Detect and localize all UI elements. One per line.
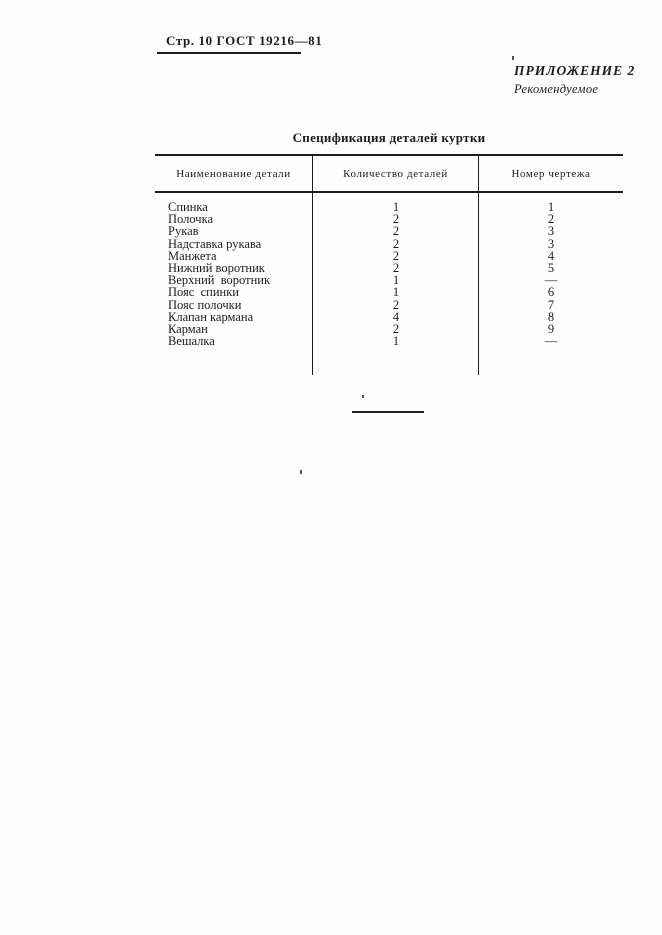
table-row: [155, 225, 623, 237]
column-header-name: Наименование детали: [155, 156, 313, 191]
cell-detail-name: Надставка рукава: [168, 236, 262, 251]
cell-quantity: 1: [392, 273, 400, 288]
table-header-row: [155, 154, 623, 193]
table-row: [155, 238, 623, 250]
table-row: [155, 286, 623, 298]
cell-drawing-number: 7: [547, 297, 555, 312]
cell-quantity: 2: [392, 260, 400, 275]
appendix-block: [514, 63, 635, 97]
column-divider: [478, 193, 480, 375]
table-row: [155, 335, 623, 347]
table-title: Спецификация деталей куртки: [292, 130, 486, 145]
cell-drawing-number: 2: [547, 212, 555, 227]
column-header-quantity: Количество деталей: [313, 156, 479, 191]
cell-detail-name: Вешалка: [168, 334, 215, 349]
header-underline: [157, 52, 301, 54]
cell-drawing-number: 5: [547, 260, 555, 275]
cell-quantity: 2: [392, 321, 400, 336]
cell-drawing-number: 8: [547, 309, 555, 324]
cell-drawing-number: —: [544, 273, 558, 288]
cell-quantity: 2: [392, 297, 400, 312]
cell-quantity: 1: [392, 285, 400, 300]
cell-detail-name: Клапан кармана: [168, 309, 254, 324]
cell-quantity: 2: [392, 224, 400, 239]
cell-detail-name: Манжета: [168, 248, 217, 263]
cell-quantity: 4: [392, 309, 400, 324]
cell-detail-name: Карман: [168, 321, 208, 336]
spec-table: [155, 154, 623, 375]
cell-detail-name: Нижний воротник: [168, 260, 265, 275]
appendix-title: ПРИЛОЖЕНИЕ 2: [514, 63, 636, 78]
cell-detail-name: Рукав: [168, 224, 199, 239]
cell-drawing-number: 9: [547, 321, 555, 336]
table-body: [155, 193, 623, 375]
cell-drawing-number: 4: [547, 248, 555, 263]
cell-drawing-number: 6: [547, 285, 555, 300]
column-header-drawing: Номер чертежа: [511, 167, 591, 180]
cell-quantity: 1: [392, 200, 400, 214]
column-divider: [312, 193, 314, 375]
cell-detail-name: Спинка: [168, 200, 208, 214]
cell-drawing-number: 1: [547, 200, 555, 214]
cell-detail-name: Пояс полочки: [168, 297, 242, 312]
cell-drawing-number: —: [544, 334, 558, 349]
cell-quantity: 2: [392, 248, 400, 263]
separator-rule: [352, 411, 424, 413]
scan-speck: [300, 470, 302, 474]
cell-quantity: 1: [392, 334, 400, 349]
cell-quantity: 2: [392, 236, 400, 251]
appendix-subtitle: Рекомендуемое: [514, 82, 599, 96]
table-row: [155, 299, 623, 311]
scan-speck: [512, 56, 514, 60]
cell-drawing-number: 3: [547, 236, 555, 251]
scan-speck: [362, 395, 364, 398]
cell-drawing-number: 3: [547, 224, 555, 239]
cell-detail-name: Пояс спинки: [168, 285, 239, 300]
page-header: Стр. 10 ГОСТ 19216—81: [166, 33, 323, 48]
cell-quantity: 2: [392, 212, 400, 227]
cell-detail-name: Полочка: [168, 212, 213, 227]
cell-detail-name: Верхний воротник: [168, 273, 271, 288]
